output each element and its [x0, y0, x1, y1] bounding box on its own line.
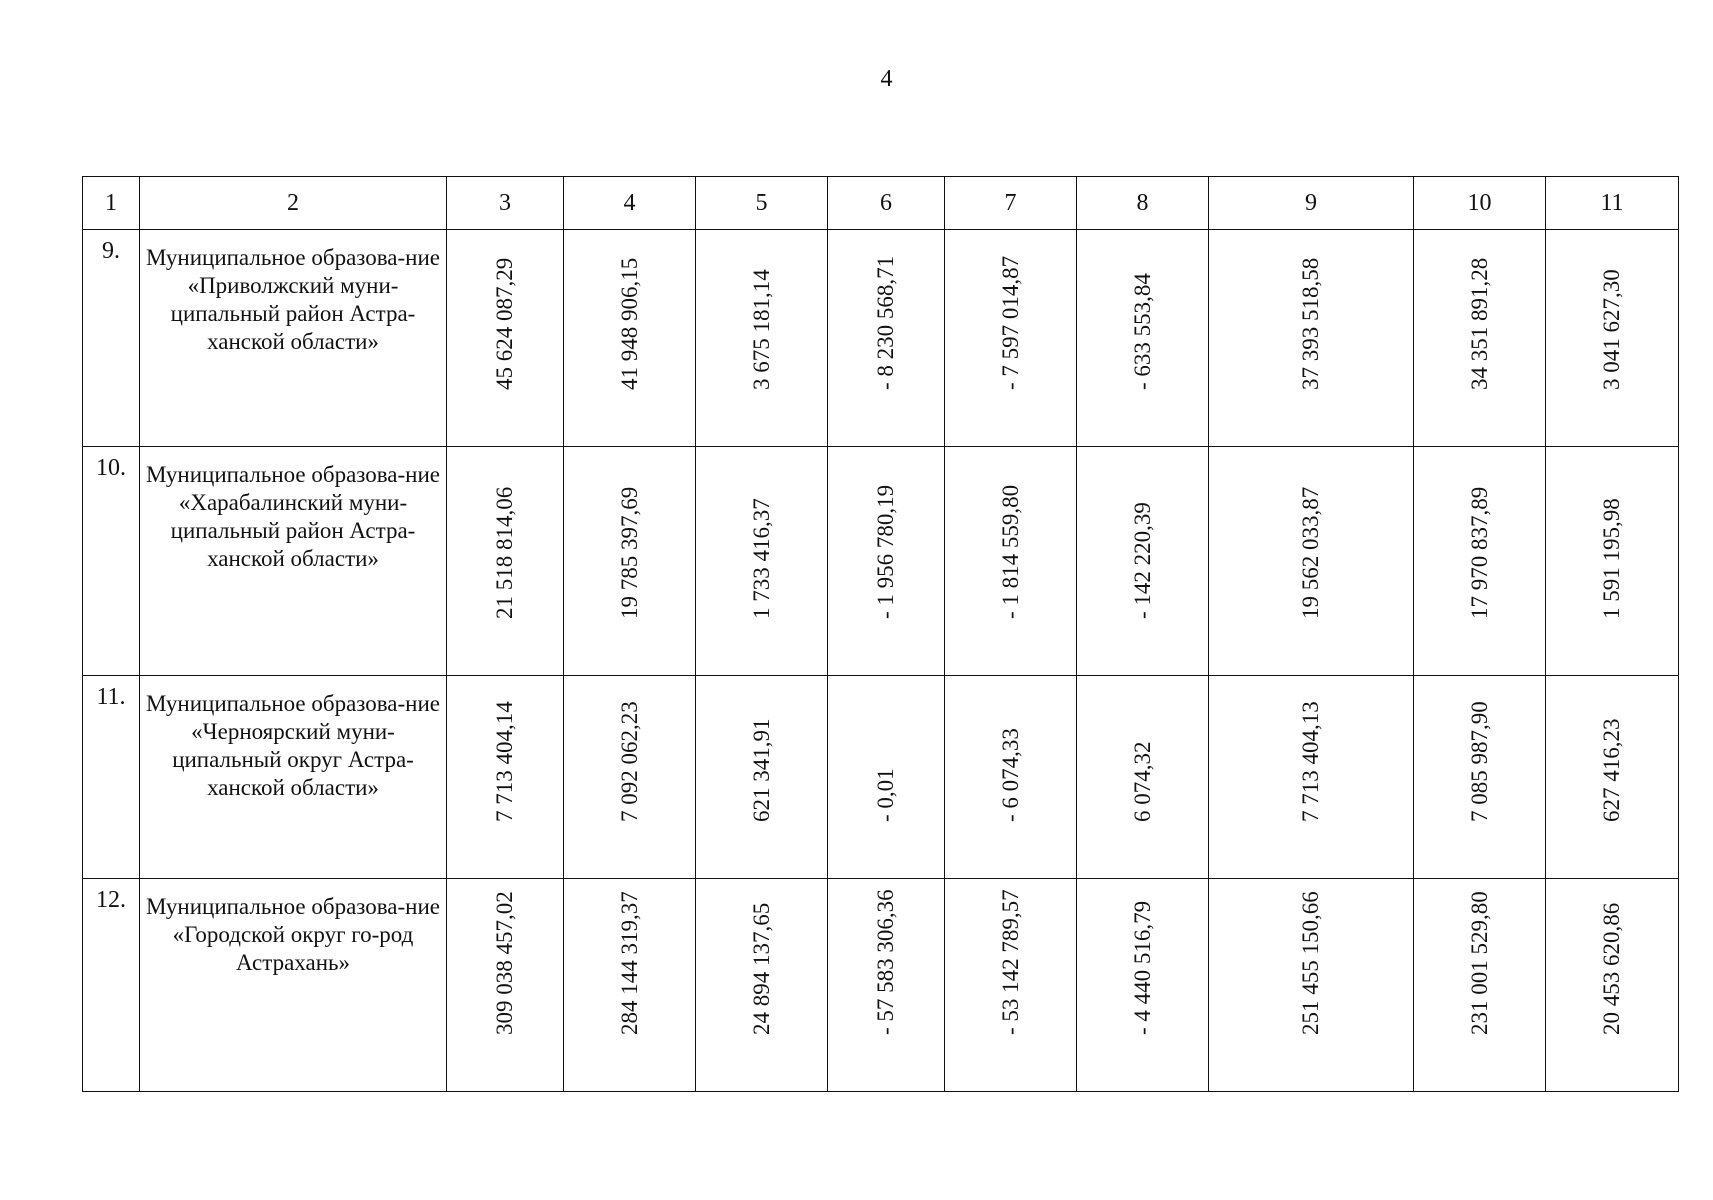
value-cell: [564, 879, 696, 1092]
value-text: 7 713 404,13: [1298, 701, 1323, 822]
value-cell: [1077, 879, 1209, 1092]
data-table: [82, 176, 1679, 1092]
row-number: 9.: [83, 230, 140, 447]
value-text: 627 416,23: [1599, 718, 1624, 822]
value-text: - 4 440 516,79: [1129, 900, 1155, 1035]
value-cell: [945, 879, 1077, 1092]
value-text: - 7 597 014,87: [997, 255, 1023, 390]
value-text: 1 733 416,37: [748, 498, 774, 619]
value-text: - 633 553,84: [1129, 273, 1155, 390]
column-header: 2: [140, 177, 447, 230]
column-header: 5: [696, 177, 828, 230]
column-header: 7: [945, 177, 1077, 230]
municipality-name: Муниципальное образова-ние «Приволжский муни-ципальный район Астра-ханской области»: [140, 230, 447, 447]
value-cell: [564, 447, 696, 676]
value-cell: [828, 879, 945, 1092]
municipality-name: Муниципальное образова-ние «Городской округ го-род Астрахань»: [140, 879, 447, 1092]
value-text: 19 785 397,69: [616, 486, 642, 619]
value-cell: [447, 447, 564, 676]
value-cell: [1414, 676, 1546, 879]
value-text: 19 562 033,87: [1298, 486, 1323, 619]
row-number: 11.: [83, 676, 140, 879]
value-cell: [945, 447, 1077, 676]
municipality-name: Муниципальное образова-ние «Черноярский муни-ципальный округ Астра-ханской области»: [140, 676, 447, 879]
value-text: - 6 074,33: [997, 728, 1023, 822]
table-row: [83, 230, 1679, 447]
column-header: 11: [1546, 177, 1679, 230]
value-text: 3 675 181,14: [748, 269, 774, 390]
value-text: 251 455 150,66: [1298, 891, 1323, 1035]
value-cell: [1209, 230, 1414, 447]
value-text: 284 144 319,37: [616, 891, 642, 1035]
row-number: 10.: [83, 447, 140, 676]
value-cell: [447, 879, 564, 1092]
page-number: 4: [880, 66, 893, 92]
value-cell: [945, 676, 1077, 879]
value-cell: [828, 676, 945, 879]
value-text: 6 074,32: [1129, 741, 1155, 822]
value-cell: [1209, 676, 1414, 879]
value-text: 1 591 195,98: [1599, 498, 1624, 619]
table-row: [83, 676, 1679, 879]
value-text: 17 970 837,89: [1466, 486, 1492, 619]
column-header: 10: [1414, 177, 1546, 230]
column-header: 1: [83, 177, 140, 230]
value-text: 7 085 987,90: [1466, 701, 1492, 822]
value-text: 7 713 404,14: [492, 701, 517, 822]
value-cell: [1546, 676, 1679, 879]
value-cell: [447, 230, 564, 447]
value-cell: [696, 447, 828, 676]
value-cell: [1209, 879, 1414, 1092]
value-cell: [828, 230, 945, 447]
value-cell: [696, 230, 828, 447]
value-text: 3 041 627,30: [1599, 269, 1624, 390]
value-cell: [1414, 447, 1546, 676]
value-text: 231 001 529,80: [1466, 891, 1492, 1035]
value-text: 21 518 814,06: [492, 486, 517, 619]
value-text: - 53 142 789,57: [997, 889, 1023, 1035]
value-text: 41 948 906,15: [616, 257, 642, 390]
value-text: - 1 956 780,19: [873, 484, 898, 619]
municipality-name: Муниципальное образова-ние «Харабалинский муни-ципальный район Астра-ханской области»: [140, 447, 447, 676]
value-text: 45 624 087,29: [492, 257, 517, 390]
value-text: - 8 230 568,71: [873, 255, 898, 390]
value-text: 621 341,91: [748, 718, 774, 822]
value-cell: [1414, 879, 1546, 1092]
value-cell: [1077, 447, 1209, 676]
column-header: 6: [828, 177, 945, 230]
value-cell: [1414, 230, 1546, 447]
value-cell: [1077, 676, 1209, 879]
value-cell: [696, 676, 828, 879]
value-cell: [564, 230, 696, 447]
column-header: 3: [447, 177, 564, 230]
column-header: 4: [564, 177, 696, 230]
value-text: 37 393 518,58: [1298, 257, 1323, 390]
row-number: 12.: [83, 879, 140, 1092]
value-text: - 142 220,39: [1129, 502, 1155, 619]
value-cell: [1546, 879, 1679, 1092]
header-row: [83, 177, 1679, 230]
column-header: 8: [1077, 177, 1209, 230]
value-cell: [1546, 447, 1679, 676]
value-text: 309 038 457,02: [492, 891, 517, 1035]
column-header: 9: [1209, 177, 1414, 230]
value-text: - 1 814 559,80: [997, 484, 1023, 619]
table-row: [83, 447, 1679, 676]
value-cell: [696, 879, 828, 1092]
value-cell: [1546, 230, 1679, 447]
value-cell: [1077, 230, 1209, 447]
value-cell: [564, 676, 696, 879]
value-cell: [945, 230, 1077, 447]
value-cell: [1209, 447, 1414, 676]
value-text: - 57 583 306,36: [873, 889, 898, 1035]
value-text: 7 092 062,23: [616, 701, 642, 822]
value-cell: [447, 676, 564, 879]
value-text: - 0,01: [873, 768, 898, 822]
value-cell: [828, 447, 945, 676]
table-row: [83, 879, 1679, 1092]
value-text: 24 894 137,65: [748, 902, 774, 1035]
value-text: 34 351 891,28: [1466, 257, 1492, 390]
value-text: 20 453 620,86: [1599, 902, 1624, 1035]
